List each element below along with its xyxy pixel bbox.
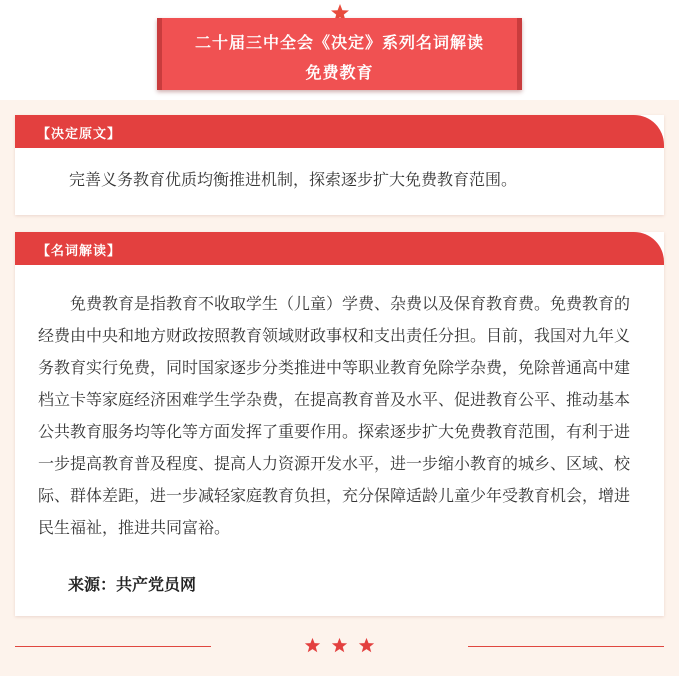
banner-subtitle: 免费教育 (305, 63, 374, 82)
footer-divider-right (468, 646, 664, 647)
header-band (0, 0, 679, 100)
footer-divider-left (15, 646, 211, 647)
section-header (15, 232, 664, 265)
explanation-paragraph: 免费教育是指教育不收取学生（儿童）学费、杂费以及保育教育费。免费教育的经费由中央和地方财政按照教育领域财政事权和支出责任分担。目前，我国对九年义务教育实行免费，同时国家逐步分类推进中等职业教育免除学杂费，免除普通高中建档立卡等家庭经济困难学生学杂费，在提高教育普及水平、促进教育公平、推动基本公共教育服务均等化等方面发挥了重要作用。探索逐步扩大免费教育范围，有利于进一步提高教育普及程度、提高人力资源开发水平，进一步缩小教育的城乡、区域、校际、群体差距，进一步减轻家庭教育负担，充分保障适龄儿童少年受教育机会，增进民生福祉，推进共同富裕。 (38, 294, 631, 537)
section-header (15, 115, 664, 148)
section-decision-text (15, 115, 664, 215)
star-icon (304, 637, 321, 654)
star-icon (331, 637, 348, 654)
decision-paragraph: 完善义务教育优质均衡推进机制，探索逐步扩大免费教育范围。 (69, 170, 518, 189)
section-header-label: 【名词解读】 (37, 244, 122, 259)
star-icon (358, 637, 375, 654)
section-header-label: 【决定原文】 (37, 127, 122, 142)
title-banner (157, 18, 522, 90)
banner-title: 二十届三中全会《决定》系列名词解读 (194, 33, 484, 52)
section-term-explanation (15, 232, 664, 616)
source-credit: 来源：共产党员网 (68, 575, 197, 594)
